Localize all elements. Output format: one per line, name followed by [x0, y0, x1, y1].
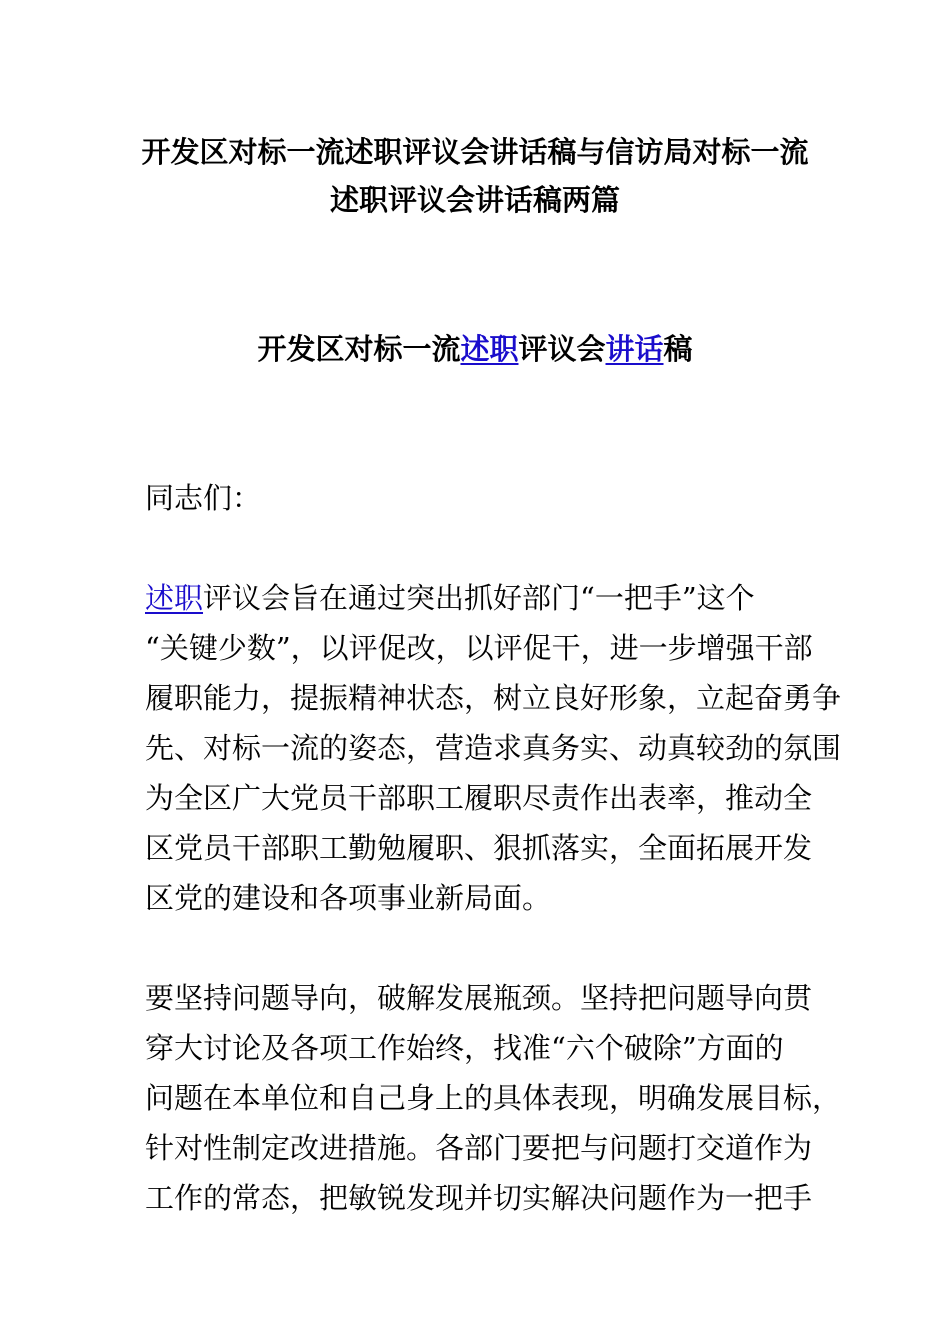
document-title-line-1: 开发区对标一流述职评议会讲话稿与信访局对标一流	[141, 135, 809, 169]
paragraph-1-line: 为全区广大党员干部职工履职尽责作出表率，推动全	[145, 781, 813, 815]
paragraph-1-line: 区党的建设和各项事业新局面。	[145, 881, 552, 915]
paragraph-1-line: 区党员干部职工勤勉履职、狠抓落实，全面拓展开发	[145, 831, 813, 865]
section-title	[100, 324, 850, 374]
paragraph-1-line	[145, 573, 755, 623]
salutation: 同志们：	[145, 481, 262, 515]
paragraph-1-line: “关键少数”，以评促改，以评促干，进一步增强干部	[145, 631, 813, 665]
paragraph-2-line: 要坚持问题导向，破解发展瓶颈。坚持把问题导向贯	[145, 981, 813, 1015]
paragraph-1-text: 评议会旨在通过突出抓好部门“一把手”这个	[203, 581, 755, 615]
paragraph-2-line: 问题在本单位和自己身上的具体表现，明确发展目标，	[145, 1081, 842, 1115]
paragraph-2-line: 穿大讨论及各项工作始终，找准“六个破除”方面的	[145, 1031, 784, 1065]
document-title-line-2: 述职评议会讲话稿两篇	[329, 183, 620, 217]
link-jianghua[interactable]: 讲话	[605, 332, 664, 366]
link-shuzhi[interactable]: 述职	[460, 332, 519, 366]
paragraph-1-line: 先、对标一流的姿态，营造求真务实、动真较劲的氛围	[145, 731, 842, 765]
paragraph-2-line: 针对性制定改进措施。各部门要把与问题打交道作为	[145, 1131, 813, 1165]
link-shuzhi-paragraph[interactable]: 述职	[145, 581, 204, 615]
section-title-text: 稿	[663, 332, 693, 366]
section-title-text: 评议会	[518, 332, 606, 366]
paragraph-2-line: 工作的常态，把敏锐发现并切实解决问题作为一把手	[145, 1181, 813, 1215]
section-title-text: 开发区对标一流	[257, 332, 461, 366]
paragraph-1-line: 履职能力，提振精神状态，树立良好形象，立起奋勇争	[145, 681, 842, 715]
